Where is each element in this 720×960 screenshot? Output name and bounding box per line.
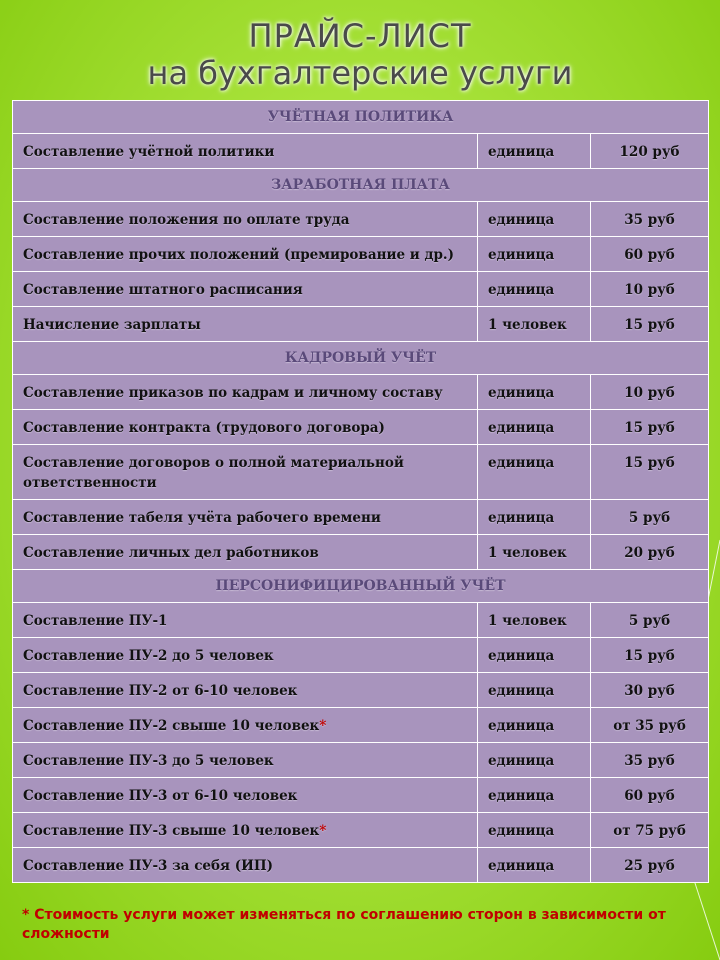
footnote-asterisk: * bbox=[22, 907, 30, 923]
service-unit: единица bbox=[478, 237, 591, 272]
service-price: 25 руб bbox=[591, 848, 709, 883]
service-price: 60 руб bbox=[591, 778, 709, 813]
price-table bbox=[12, 100, 709, 883]
service-price: 60 руб bbox=[591, 237, 709, 272]
service-price: 120 руб bbox=[591, 134, 709, 169]
service-name: Составление ПУ-1 bbox=[13, 603, 478, 638]
table-row bbox=[13, 307, 709, 342]
section-header-row bbox=[13, 570, 709, 603]
service-name-cell bbox=[13, 813, 478, 848]
service-name: Составление ПУ-3 свыше 10 человек bbox=[23, 823, 320, 839]
table-row bbox=[13, 500, 709, 535]
service-unit: единица bbox=[478, 778, 591, 813]
service-name: Составление ПУ-2 от 6-10 человек bbox=[13, 673, 478, 708]
service-price: 15 руб bbox=[591, 307, 709, 342]
service-name: Составление приказов по кадрам и личному составу bbox=[13, 375, 478, 410]
service-unit: 1 человек bbox=[478, 307, 591, 342]
service-price: 15 руб bbox=[591, 445, 709, 500]
service-unit: единица bbox=[478, 134, 591, 169]
footnote bbox=[22, 906, 702, 944]
service-name: Составление ПУ-3 за себя (ИП) bbox=[13, 848, 478, 883]
section-header-row bbox=[13, 101, 709, 134]
service-price: 35 руб bbox=[591, 743, 709, 778]
table-row bbox=[13, 708, 709, 743]
section-header-row bbox=[13, 342, 709, 375]
service-name: Составление контракта (трудового договора) bbox=[13, 410, 478, 445]
service-unit: единица bbox=[478, 848, 591, 883]
table-row bbox=[13, 445, 709, 500]
service-unit: единица bbox=[478, 673, 591, 708]
table-row bbox=[13, 535, 709, 570]
service-unit: единица bbox=[478, 813, 591, 848]
table-row bbox=[13, 202, 709, 237]
table-row bbox=[13, 638, 709, 673]
section-heading: УЧЁТНАЯ ПОЛИТИКА bbox=[13, 101, 709, 134]
service-name-cell bbox=[13, 708, 478, 743]
service-unit: единица bbox=[478, 272, 591, 307]
page-title bbox=[0, 18, 720, 92]
table-row bbox=[13, 134, 709, 169]
table-row bbox=[13, 813, 709, 848]
service-name: Составление ПУ-2 до 5 человек bbox=[13, 638, 478, 673]
table-row bbox=[13, 410, 709, 445]
title-line-1: ПРАЙС-ЛИСТ bbox=[248, 17, 472, 55]
service-name: Составление положения по оплате труда bbox=[13, 202, 478, 237]
service-name: Составление штатного расписания bbox=[13, 272, 478, 307]
section-heading: ЗАРАБОТНАЯ ПЛАТА bbox=[13, 169, 709, 202]
service-unit: единица bbox=[478, 410, 591, 445]
service-price: 30 руб bbox=[591, 673, 709, 708]
service-price: 15 руб bbox=[591, 410, 709, 445]
service-unit: 1 человек bbox=[478, 535, 591, 570]
footnote-text: Стоимость услуги может изменяться по соглашению сторон в зависимости от сложности bbox=[22, 907, 666, 942]
section-heading: КАДРОВЫЙ УЧЁТ bbox=[13, 342, 709, 375]
service-price: 15 руб bbox=[591, 638, 709, 673]
service-name: Составление ПУ-2 свыше 10 человек bbox=[23, 718, 320, 734]
table-row bbox=[13, 673, 709, 708]
service-unit: единица bbox=[478, 500, 591, 535]
service-unit: 1 человек bbox=[478, 603, 591, 638]
service-name: Составление договоров о полной материальной ответственности bbox=[13, 445, 478, 500]
service-unit: единица bbox=[478, 445, 591, 500]
service-price: 5 руб bbox=[591, 603, 709, 638]
service-name: Начисление зарплаты bbox=[13, 307, 478, 342]
table-row bbox=[13, 743, 709, 778]
service-price: от 75 руб bbox=[591, 813, 709, 848]
table-row bbox=[13, 375, 709, 410]
service-unit: единица bbox=[478, 375, 591, 410]
title-line-2: на бухгалтерские услуги bbox=[147, 54, 573, 92]
table-row bbox=[13, 848, 709, 883]
service-price: 10 руб bbox=[591, 375, 709, 410]
asterisk-mark: * bbox=[319, 823, 327, 839]
service-price: 10 руб bbox=[591, 272, 709, 307]
service-price: 35 руб bbox=[591, 202, 709, 237]
section-header-row bbox=[13, 169, 709, 202]
service-unit: единица bbox=[478, 202, 591, 237]
service-price: от 35 руб bbox=[591, 708, 709, 743]
asterisk-mark: * bbox=[319, 718, 327, 734]
table-row bbox=[13, 237, 709, 272]
section-heading: ПЕРСОНИФИЦИРОВАННЫЙ УЧЁТ bbox=[13, 570, 709, 603]
service-name: Составление табеля учёта рабочего времени bbox=[13, 500, 478, 535]
service-name: Составление ПУ-3 до 5 человек bbox=[13, 743, 478, 778]
service-name: Составление учётной политики bbox=[13, 134, 478, 169]
table-row bbox=[13, 603, 709, 638]
service-price: 20 руб bbox=[591, 535, 709, 570]
service-name: Составление ПУ-3 от 6-10 человек bbox=[13, 778, 478, 813]
service-unit: единица bbox=[478, 743, 591, 778]
service-unit: единица bbox=[478, 708, 591, 743]
service-price: 5 руб bbox=[591, 500, 709, 535]
table-row bbox=[13, 272, 709, 307]
table-row bbox=[13, 778, 709, 813]
service-name: Составление прочих положений (премирование и др.) bbox=[13, 237, 478, 272]
service-name: Составление личных дел работников bbox=[13, 535, 478, 570]
service-unit: единица bbox=[478, 638, 591, 673]
